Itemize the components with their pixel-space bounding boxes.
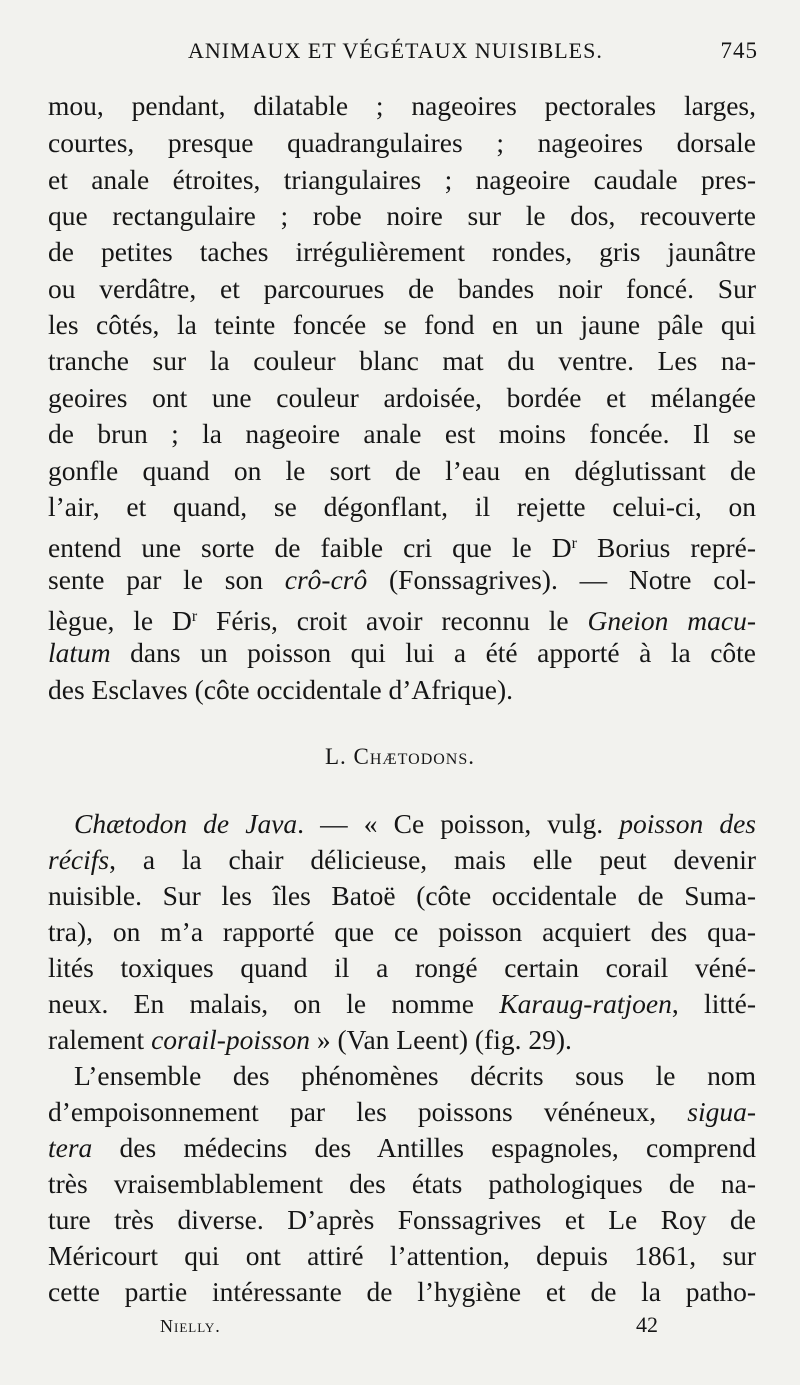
text-run: Féris, croit avoir reconnu le: [197, 605, 588, 636]
text-run: d’empoisonnement par les poissons vénéneux,: [48, 1096, 688, 1127]
text-line: cette partie intéressante de l’hygiène et de la patho-: [48, 1276, 756, 1307]
page-number: 745: [720, 38, 758, 63]
text-line: [48, 1022, 756, 1058]
text-line: [48, 635, 756, 671]
text-line: [48, 1094, 756, 1130]
text-line: de petites taches irrégulièrement rondes, gris jaunâtre: [48, 236, 756, 267]
text-run: Borius repré-: [576, 532, 756, 563]
italic-text: poisson des: [619, 808, 756, 839]
superscript: r: [571, 535, 577, 552]
superscript: r: [191, 608, 198, 625]
running-head-title: ANIMAUX ET VÉGÉTAUX NUISIBLES.: [188, 38, 603, 63]
text-line: gonfle quand on le sort de l’eau en déglutissant de: [48, 455, 756, 486]
italic-text: latum: [48, 637, 111, 668]
section-prefix: L.: [324, 744, 354, 769]
text-line: de brun ; la nageoire anale est moins foncée. Il se: [48, 418, 756, 449]
section-heading: [0, 744, 800, 770]
italic-text: sigua-: [687, 1096, 756, 1127]
italic-text: crô-crô: [284, 564, 368, 595]
signature-mark: Nielly.: [160, 1316, 221, 1336]
text-line: des Esclaves (côte occidentale d’Afrique).: [48, 674, 513, 705]
sheet-number: 42: [636, 1312, 658, 1337]
text-line: [48, 842, 756, 878]
text-line: très vraisemblablement des états pathologiques de na-: [48, 1168, 756, 1199]
text-run: » (Van Leent) (fig. 29).: [309, 1024, 572, 1055]
text-run: , litté-: [671, 988, 756, 1019]
italic-text: récifs: [48, 844, 110, 875]
text-run: (Fonssagrives). — Notre col-: [367, 564, 757, 595]
text-run: des médecins des Antilles espagnoles, comprend: [92, 1132, 756, 1163]
text-run: ralement: [48, 1024, 152, 1055]
text-run: sente par le son: [48, 564, 285, 595]
text-line: ou verdâtre, et parcourues de bandes noir foncé. Sur: [48, 273, 756, 304]
text-line: et anale étroites, triangulaires ; nageoire caudale pres-: [48, 164, 756, 195]
text-run: lègue, le D: [48, 605, 192, 636]
text-line: [48, 1130, 756, 1166]
text-run: neux. En malais, on le nomme: [48, 988, 500, 1019]
text-line: nuisible. Sur les îles Batoë (côte occidentale de Suma-: [48, 880, 756, 911]
text-line: [74, 806, 756, 842]
italic-text: Karaug-ratjoen: [499, 988, 672, 1019]
text-run: , a la chair délicieuse, mais elle peut devenir: [109, 844, 756, 875]
text-line: lités toxiques quand il a rongé certain corail véné-: [48, 952, 756, 983]
text-line: tranche sur la couleur blanc mat du ventre. Les na-: [48, 345, 756, 376]
running-head: [0, 38, 800, 68]
page-footer: [0, 1312, 800, 1346]
text-run: dans un poisson qui lui a été apporté à la côte: [110, 637, 756, 668]
text-line: L’ensemble des phénomènes décrits sous le nom: [74, 1060, 756, 1091]
text-line: ture très diverse. D’après Fonssagrives et Le Roy de: [48, 1204, 756, 1235]
text-run: entend une sorte de faible cri que le D: [48, 532, 572, 563]
text-line: [48, 562, 756, 598]
italic-text: Gneion macu-: [587, 605, 756, 636]
italic-text: Chætodon de Java: [74, 808, 298, 839]
italic-text: corail-poisson: [151, 1024, 310, 1055]
text-line: les côtés, la teinte foncée se fond en un jaune pâle qui: [48, 309, 756, 340]
text-line: tra), on m’a rapporté que ce poisson acquiert des qua-: [48, 916, 756, 947]
text-run: . — « Ce poisson, vulg.: [297, 808, 620, 839]
text-line: courtes, presque quadrangulaires ; nageoires dorsale: [48, 127, 756, 158]
section-title: Chætodons.: [353, 744, 476, 769]
text-line: Méricourt qui ont attiré l’attention, depuis 1861, sur: [48, 1240, 756, 1271]
text-line: geoires ont une couleur ardoisée, bordée et mélangée: [48, 382, 756, 413]
italic-text: tera: [48, 1132, 93, 1163]
text-line: [48, 526, 756, 562]
text-line: l’air, et quand, se dégonflant, il rejette celui-ci, on: [48, 491, 756, 522]
text-line: [48, 599, 756, 635]
text-line: mou, pendant, dilatable ; nageoires pectorales larges,: [48, 90, 756, 121]
text-line: que rectangulaire ; robe noire sur le dos, recouverte: [48, 200, 756, 231]
text-line: [48, 986, 756, 1022]
